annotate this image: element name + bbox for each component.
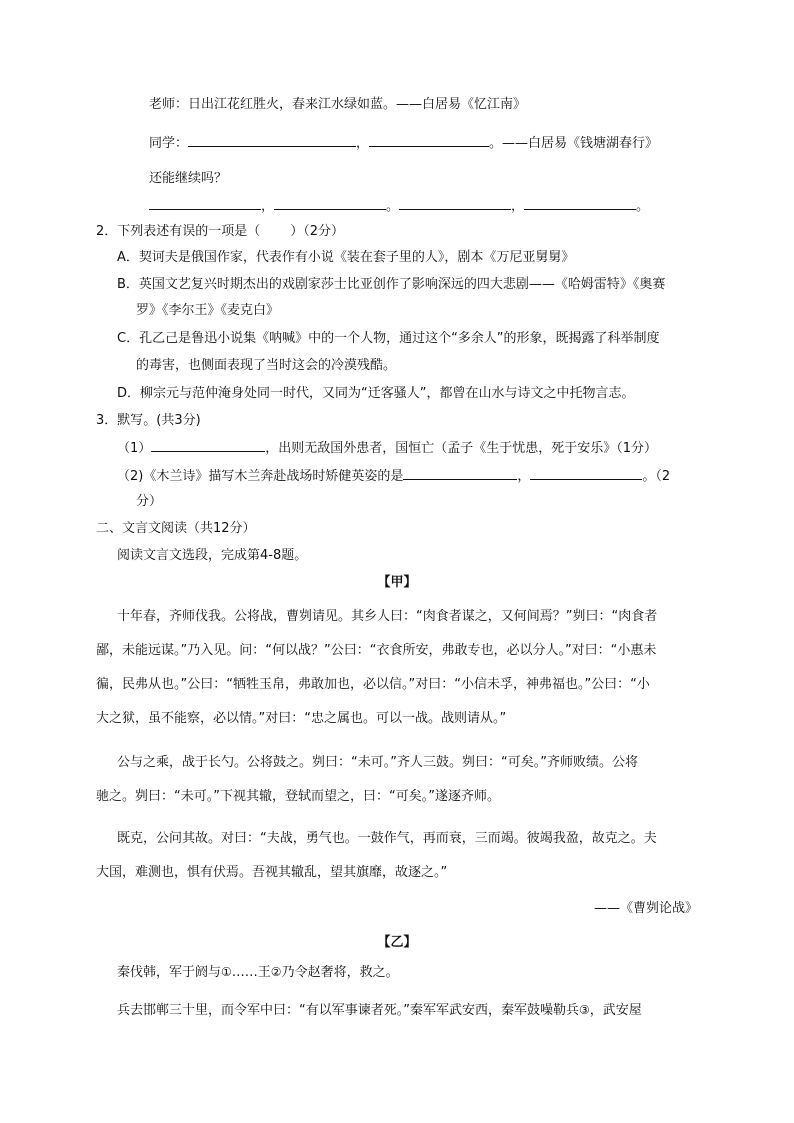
q2-option-d: D．柳宗元与范仲淹身处同一时代，又同为“迁客骚人”，都曾在山水与诗文之中托物言志。 bbox=[117, 386, 635, 401]
passage-text: ，武安屋 bbox=[589, 1003, 642, 1018]
passage-text: ……王 bbox=[231, 965, 271, 980]
passage-jia-heading: 【甲】 bbox=[377, 575, 417, 590]
passage-text: 秦伐韩，军于阏与 bbox=[117, 965, 222, 980]
passage-yi-heading: 【乙】 bbox=[377, 935, 417, 950]
student-line: 同学： ， 。——白居易《钱塘湖春行》 bbox=[149, 133, 658, 154]
passage-text: 乃令赵奢将，救之。 bbox=[281, 965, 399, 980]
q2-option-b-line1: B．英国文艺复兴时期杰出的戏剧家莎士比亚创作了影响深远的四大悲剧——《哈姆雷特》《奥赛 bbox=[117, 277, 666, 292]
q3-item-1 bbox=[117, 438, 657, 459]
footnote-marker: ③ bbox=[578, 1003, 590, 1017]
passage-line: 公与之乘，战于长勺。公将鼓之。刿曰：“未可。”齐人三鼓。刿曰：“可矣。”齐师败绩。公将 bbox=[117, 755, 638, 770]
q2-stem-text: 2．下列表述有误的一项是（ bbox=[96, 224, 261, 239]
passage-line: 鄙，未能远谋。”乃入见。问：“何以战？”公曰：“衣食所安，弗敢专也，必以分人。”对曰：“小惠未 bbox=[96, 643, 657, 658]
teacher-line: 老师：日出江花红胜火，春来江水绿如蓝。——白居易《忆江南》 bbox=[149, 97, 527, 112]
answer-blank[interactable] bbox=[188, 133, 356, 147]
passage-text: 兵去邯郸三十里，而令军中曰：“有以军事谏者死。”秦军军武安西，秦军鼓噪勒兵 bbox=[117, 1003, 579, 1018]
q3-item1-label: （1） bbox=[117, 441, 152, 456]
answer-blank[interactable] bbox=[403, 466, 517, 480]
passage-line: 驰之。刿曰：“未可。”下视其辙，登轼而望之，曰：“可矣。”遂逐齐师。 bbox=[96, 789, 500, 804]
q3-title: 3．默写。(共3分) bbox=[96, 413, 201, 428]
answer-blank[interactable] bbox=[369, 133, 489, 147]
continue-question: 还能继续吗？ bbox=[149, 171, 228, 186]
answer-blank[interactable] bbox=[399, 196, 511, 210]
passage-line: 徧，民弗从也。”公曰：“牺牲玉帛，弗敢加也，必以信。”对曰：“小信未孚，神弗福也。”公曰：“小 bbox=[96, 677, 650, 692]
section-title: 二、文言文阅读（共12分） bbox=[96, 521, 256, 536]
q3-item-2 bbox=[117, 466, 670, 487]
passage-line: 大之狱，虽不能察，必以情。”对曰：“忠之属也。可以一战。战则请从。” bbox=[96, 711, 507, 726]
continue-blanks: ， 。 ， 。 bbox=[149, 196, 649, 217]
footnote-marker: ② bbox=[270, 965, 282, 979]
student-prefix: 同学： bbox=[149, 136, 189, 151]
passage-line bbox=[117, 1000, 642, 1021]
answer-blank[interactable] bbox=[530, 466, 642, 480]
answer-blank[interactable] bbox=[274, 196, 386, 210]
passage-source: ——《曹刿论战》 bbox=[593, 901, 698, 916]
q3-item2-text: （2)《木兰诗》描写木兰奔赴战场时矫健英姿的是 bbox=[117, 469, 404, 484]
q3-item1-text: ，出则无敌国外患者，国恒亡（孟子《生于忧患，死于安乐》（1分） bbox=[265, 441, 658, 456]
answer-blank[interactable] bbox=[524, 196, 636, 210]
q2-score: ）（2分） bbox=[290, 224, 345, 239]
q2-stem bbox=[96, 222, 344, 242]
footnote-marker: ① bbox=[221, 965, 232, 979]
section-instruction: 阅读文言文选段，完成第4-8题。 bbox=[117, 548, 308, 563]
q2-option-c-line1: C．孔乙己是鲁迅小说集《呐喊》中的一个人物，通过这个“多余人”的形象，既揭露了科举制度 bbox=[117, 331, 660, 346]
passage-line bbox=[117, 962, 399, 983]
passage-line: 大国，难测也，惧有伏焉。吾视其辙乱，望其旗靡，故逐之。” bbox=[96, 865, 448, 880]
passage-line: 既克，公问其故。对曰：“夫战，勇气也。一鼓作气，再而衰，三而竭。彼竭我盈，故克之。夫 bbox=[117, 831, 657, 846]
q2-option-b-line2: 罗》《李尔王》《麦克白》 bbox=[136, 303, 280, 318]
q3-item-2-cont: 分） bbox=[136, 494, 163, 509]
answer-blank[interactable] bbox=[149, 196, 261, 210]
q3-item2-score: 。（2 bbox=[642, 469, 671, 484]
q2-option-c-line2: 的毒害，也侧面表现了当时这会的冷漠残酷。 bbox=[136, 358, 397, 373]
passage-line: 十年春，齐师伐我。公将战，曹刿请见。其乡人曰：“肉食者谋之，又何间焉？”刿曰：“肉食者 bbox=[117, 609, 658, 624]
student-suffix: 。——白居易《钱塘湖春行》 bbox=[489, 136, 659, 151]
q3-item2-sep: ， bbox=[517, 469, 531, 484]
q2-option-a: A．契诃夫是俄国作家，代表作有小说《装在套子里的人》，剧本《万尼亚舅舅》 bbox=[117, 250, 575, 265]
answer-blank[interactable] bbox=[151, 438, 265, 452]
